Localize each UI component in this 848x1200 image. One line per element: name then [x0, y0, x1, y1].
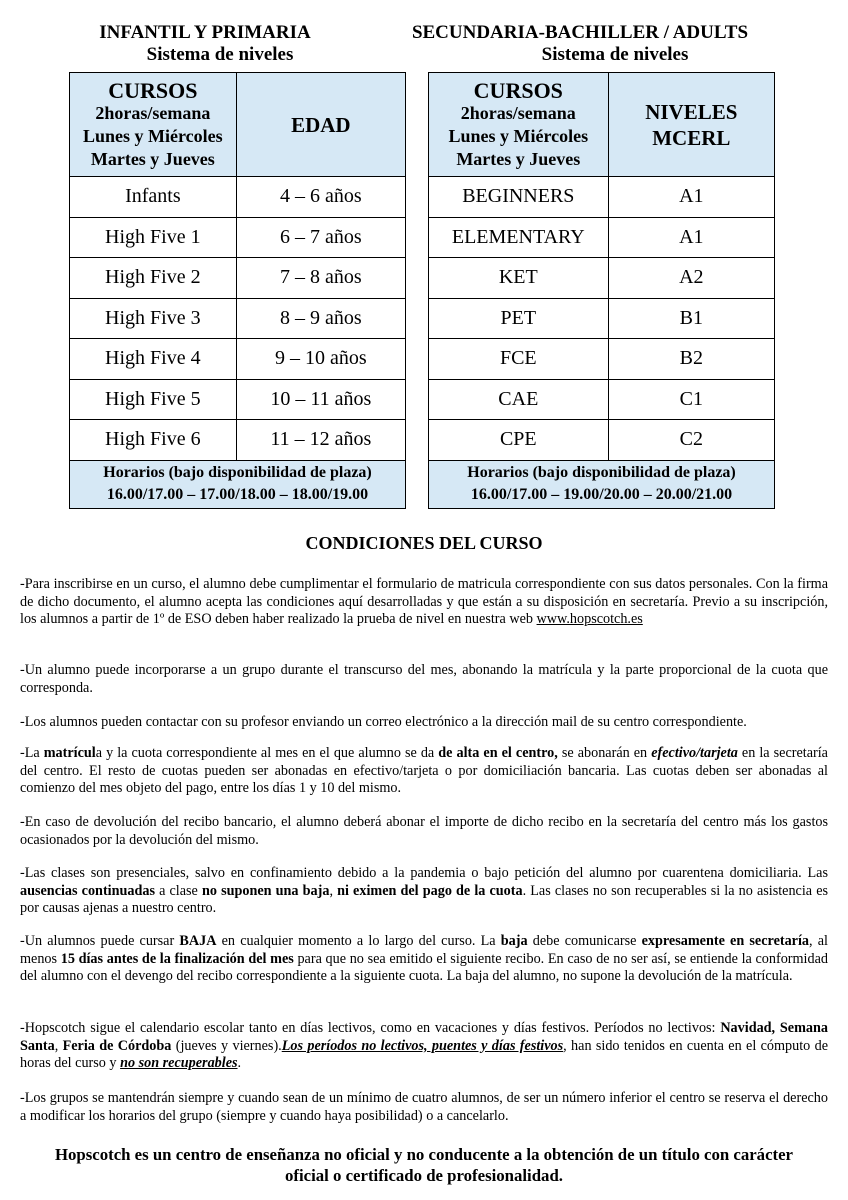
condition-paragraph: -Las clases son presenciales, salvo en confinamiento debido a la pandemia o bajo petición del alumno por cuarentena domiciliaria. Las ausencias continuadas a clase no suponen una baja, ni eximen del pago de la cuota. Las clases no son recuperables si la no asistencia es por causas ajenas a nuestro centro. [20, 865, 829, 916]
conditions-title: CONDICIONES DEL CURSO [305, 533, 543, 553]
condition-paragraph: -La matrícula y la cuota correspondiente al mes en el que alumno se da de alta en el centro, se abonarán en efectivo/tarjeta en la secretaría del centro. El resto de cuotas pueden ser abonadas en efectivo/tarjeta o por domiciliación bancaria. Las cuotas deben ser abonadas al comienzo del mes objeto del pago, entre los días 1 y 10 del mismo. [20, 745, 828, 796]
right-heading: SECUNDARIA-BACHILLER / ADULTS Sistema de niveles [411, 22, 749, 65]
table-cell: 6 – 7 años [236, 217, 405, 258]
left-table [69, 72, 406, 509]
website-link[interactable]: www.hopscotch.es [536, 611, 643, 627]
table-cell: High Five 3 [70, 298, 237, 339]
table-cell: High Five 2 [70, 258, 237, 299]
table-row [70, 379, 406, 420]
table-row [429, 177, 775, 218]
table-cell: CPE [429, 420, 609, 461]
table-cell: High Five 6 [70, 420, 237, 461]
table-cell: CAE [429, 379, 609, 420]
table-cell: A1 [608, 177, 774, 218]
table-cell: ELEMENTARY [429, 217, 609, 258]
condition-paragraph: -Un alumnos puede cursar BAJA en cualquier momento a lo largo del curso. La baja debe comunicarse expresamente en secretaría, al menos 15 días antes de la finalización del mes para que no sea emitido el siguiente recibo. En caso de no ser así, se entiende la conformidad del alumno con el devengo del recibo correspondiente a la siguiente cuota. La baja del alumno, no supone la devolución de la matrícula. [20, 933, 828, 984]
edad-header: EDAD [236, 73, 405, 177]
table-row [70, 420, 406, 461]
condition-paragraph: -Un alumno puede incorporarse a un grupo durante el transcurso del mes, abonando la matrícula y la parte proporcional de la cuota que corresponda. [20, 662, 828, 696]
condition-paragraph: -Los grupos se mantendrán siempre y cuando sean de un mínimo de cuatro alumnos, de ser un número inferior el centro se reserva el derecho a modificar los horarios del grupo (siempre y cuando haya posibilidad) o a cancelarlo. [20, 1090, 828, 1124]
schedule-footer: Horarios (bajo disponibilidad de plaza) 16.00/17.00 – 17.00/18.00 – 18.00/19.00 [70, 460, 406, 508]
table-cell: 10 – 11 años [236, 379, 405, 420]
table-cell: BEGINNERS [429, 177, 609, 218]
condition-paragraph: -Los alumnos pueden contactar con su profesor enviando un correo electrónico a la dirección mail de su centro correspondiente. [20, 714, 747, 730]
table-row [429, 379, 775, 420]
cursos-header: CURSOS 2horas/semana Lunes y Miércoles Martes y Jueves [70, 73, 237, 177]
condition-paragraph: -Para inscribirse en un curso, el alumno debe cumplimentar el formulario de matricula correspondiente con sus datos personales. Con la firma de dicho documento, el alumno acepta las condiciones aquí desarrolladas y que están a su disposición en secretaría. Previo a su inscripción, los alumnos a partir de 1º de ESO deben haber realizado la prueba de nivel en nuestra web www.hopscotch.es [20, 576, 828, 627]
table-cell: High Five 1 [70, 217, 237, 258]
table-cell: 8 – 9 años [236, 298, 405, 339]
table-row [429, 298, 775, 339]
cursos-header: CURSOS 2horas/semana Lunes y Miércoles Martes y Jueves [429, 73, 609, 177]
table-cell: A1 [608, 217, 774, 258]
table-cell: KET [429, 258, 609, 299]
table-cell: High Five 4 [70, 339, 237, 380]
table-cell: PET [429, 298, 609, 339]
niveles-header: NIVELES MCERL [608, 73, 774, 177]
table-row [70, 339, 406, 380]
table-row [70, 177, 406, 218]
table-row [70, 258, 406, 299]
table-row [70, 298, 406, 339]
table-row [70, 217, 406, 258]
table-cell: Infants [70, 177, 237, 218]
table-cell: C1 [608, 379, 774, 420]
schedule-footer: Horarios (bajo disponibilidad de plaza) 16.00/17.00 – 19.00/20.00 – 20.00/21.00 [429, 460, 775, 508]
left-heading: INFANTIL Y PRIMARIA Sistema de niveles [99, 22, 311, 65]
table-cell: 9 – 10 años [236, 339, 405, 380]
table-row [429, 258, 775, 299]
table-row [429, 339, 775, 380]
condition-paragraph: -En caso de devolución del recibo bancario, el alumno deberá abonar el importe de dicho recibo en la secretaría del centro más los gastos ocasionados por la devolución del mismo. [20, 814, 828, 848]
table-cell: A2 [608, 258, 774, 299]
table-cell: C2 [608, 420, 774, 461]
table-row [429, 420, 775, 461]
table-cell: B1 [608, 298, 774, 339]
table-cell: High Five 5 [70, 379, 237, 420]
table-cell: B2 [608, 339, 774, 380]
table-cell: 11 – 12 años [236, 420, 405, 461]
table-row [429, 217, 775, 258]
table-cell: FCE [429, 339, 609, 380]
condition-paragraph: -Hopscotch sigue el calendario escolar tanto en días lectivos, como en vacaciones y días festivos. Períodos no lectivos: Navidad, Semana Santa, Feria de Córdoba (jueves y viernes).Los períodos no lectivos, puentes y días festivos, han sido tenidos en cuenta en el cómputo de horas del curso y no son recuperables. [20, 1020, 828, 1071]
table-cell: 4 – 6 años [236, 177, 405, 218]
right-table [428, 72, 775, 509]
table-cell: 7 – 8 años [236, 258, 405, 299]
footer-note: Hopscotch es un centro de enseñanza no oficial y no conducente a la obtención de un título con carácter oficial o certificado de profesionalidad. [54, 1145, 794, 1185]
